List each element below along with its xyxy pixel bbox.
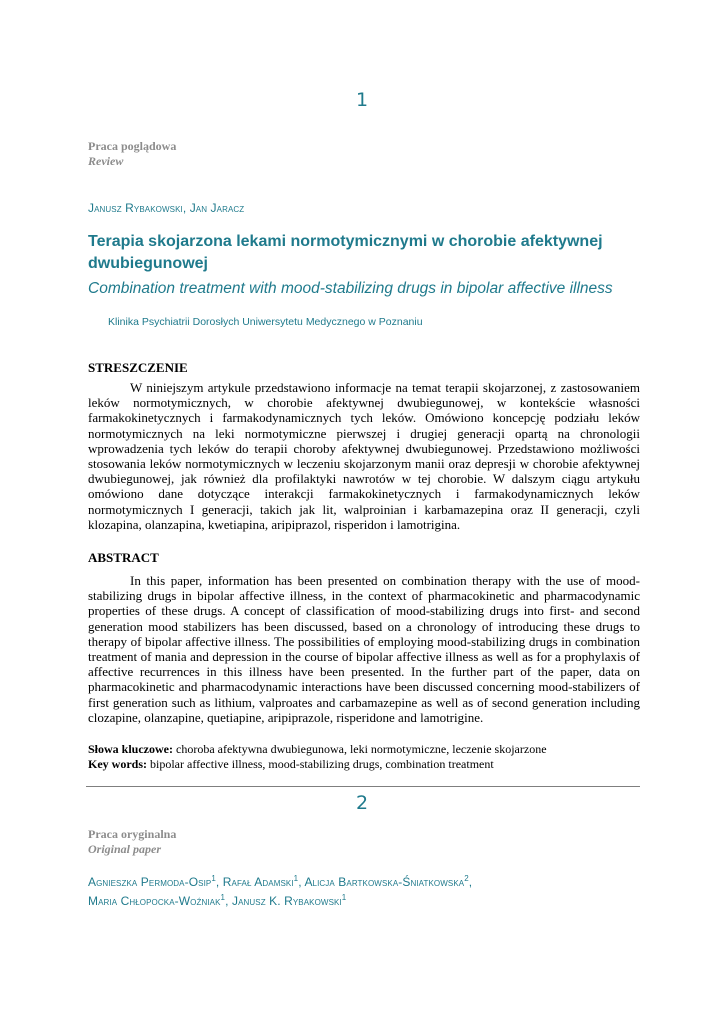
article2-authors-line2: Maria Chłopocka-Woźniak$^1$, Janusz K. Rybakowski$^1$: [88, 893, 347, 908]
streszczenie-text: W niniejszym artykule przedstawiono informacje na temat terapii skojarzonej, z zastosowaniem leków normotymicznych, w chorobie afektywnej dwubiegunowej, w kontekście własności farmakokinetycznych i farmakodynamicznych tych leków. Omówiono koncepcję podziału leków normotymicznych na leki normotymiczne pierwszej i drugiej generacji opartą na chronologii wprowadzenia tych leków do terapii choroby afektywnej dwubiegunowej. Przedstawiono możliwości stosowania leków normotymicznych w leczeniu skojarzonym manii oraz depresji w chorobie afektywnej dwubiegunowej, jak również dla profilaktyki nawrotów w tej chorobie. W dalszym ciągu artykułu omówiono dane dotyczące interakcji farmakokinetycznych i farmakodynamicznych leków normotymicznych I generacji, takich jak lit, walproinian i karbamazepina oraz II generacji, czyli klozapina, olanzapina, kwetiapina, aripiprazol, risperidon i lamotrigina.: [88, 380, 640, 532]
keywords-en-value: bipolar affective illness, mood-stabilizing drugs, combination treatment: [150, 757, 494, 771]
keywords-pl: [88, 742, 648, 757]
paper-type-en: Review: [88, 154, 124, 168]
author-name: Janusz K. Rybakowski: [231, 894, 342, 908]
author-affiliation-sup: 1: [341, 893, 347, 902]
abstract-heading: ABSTRACT: [88, 550, 159, 565]
title-en: Combination treatment with mood-stabilizing drugs in bipolar affective illness: [88, 280, 613, 297]
keywords-pl-value: choroba afektywna dwubiegunowa, leki normotymiczne, leczenie skojarzone: [176, 742, 547, 756]
author-affiliation-sup: 2: [464, 874, 469, 883]
article-divider: [86, 786, 640, 787]
article1-authors: Janusz Rybakowski, Jan Jaracz: [88, 201, 245, 215]
author-name: Rafał Adamski: [222, 875, 294, 889]
paper-type-pl-2: Praca oryginalna: [88, 827, 177, 841]
paper-type-en-2: Original paper: [88, 842, 162, 856]
abstract-text: In this paper, information has been presented on combination therapy with the use of mood-stabilizing drugs in bipolar affective illness, in the context of pharmacokinetic and pharmacodynamic properties of these drugs. A concept of classification of mood-stabilizing drugs into first- and second generation mood stabilizers has been discussed, based on a chronology of introducing these drugs to therapy of bipolar affective illness. The possibilities of employing mood-stabilizing drugs in combination treatment of mania and depression in the course of bipolar affective illness as well as for a prophylaxis of affective recurrences in this illness have been presented. In the further part of the paper, data on pharmacokinetic and pharmacodynamic interactions have been discussed concerning mood-stabilizers of first generation such as lithium, valproates and carbamazepine as well as of second generation including clozapine, olanzapine, quetiapine, aripiprazole, risperidone and lamotrigine.: [88, 573, 640, 725]
keywords-en: [88, 757, 648, 772]
article-number-1: 1: [355, 89, 369, 111]
author-affiliation-sup: 1: [293, 874, 299, 883]
affiliation: Klinika Psychiatrii Dorosłych Uniwersytetu Medycznego w Poznaniu: [108, 316, 423, 328]
author-name: Alicja Bartkowska-Śniatkowska: [304, 875, 465, 889]
article2-authors-line1: Agnieszka Permoda-Osip$^1$, Rafał Adamski$^1$, Alicja Bartkowska-Śniatkowska$^2$,: [88, 874, 473, 889]
author-name: Agnieszka Permoda-Osip: [88, 875, 212, 889]
author-affiliation-sup: 1: [220, 893, 226, 902]
article-number-2: 2: [355, 792, 369, 814]
keywords-en-label: Key words:: [88, 757, 147, 771]
title-pl: Terapia skojarzona lekami normotymicznymi w chorobie afektywnej dwubiegunowej: [88, 233, 603, 272]
paper-type-pl: Praca poglądowa: [88, 139, 177, 153]
author-affiliation-sup: 1: [211, 874, 216, 883]
streszczenie-heading: STRESZCZENIE: [88, 360, 188, 375]
author-name: Maria Chłopocka-Woźniak: [88, 894, 221, 908]
keywords-pl-label: Słowa kluczowe:: [88, 742, 173, 756]
